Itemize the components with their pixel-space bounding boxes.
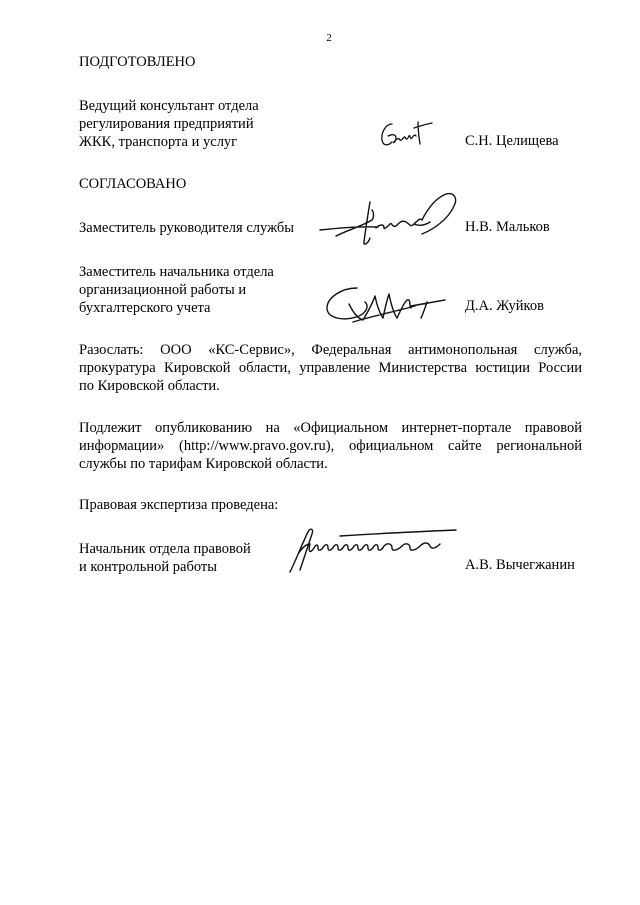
distribution-line: по Кировской области.	[79, 378, 220, 394]
signature-vychegzhanin	[280, 524, 460, 576]
legal-review-position-line: и контрольной работы	[79, 559, 217, 575]
legal-review-position-line: Начальник отдела правовой	[79, 541, 251, 557]
publication-line: Подлежит опубликованию на «Официальном интернет-портале правовой	[79, 420, 582, 436]
agreed-position-line: бухгалтерского учета	[79, 300, 211, 316]
agreed-position-line: организационной работы и	[79, 282, 247, 298]
legal-review-name: А.В. Вычегжанин	[465, 557, 575, 573]
distribution-paragraph	[79, 341, 582, 395]
agreed-position-line: Заместитель начальника отдела	[79, 264, 274, 280]
distribution-line: прокуратура Кировской области, управление Министерства юстиции России	[79, 360, 582, 376]
prepared-heading: ПОДГОТОВЛЕНО	[79, 54, 196, 70]
agreed-position-line: Заместитель руководителя службы	[79, 220, 295, 236]
agreed-name-1: Н.В. Мальков	[465, 219, 550, 235]
agreed-name-2: Д.А. Жуйков	[465, 298, 544, 314]
distribution-line: Разослать: ООО «КС-Сервис», Федеральная антимонопольная служба,	[79, 342, 582, 358]
publication-line: информации» (http://www.pravo.gov.ru), официальном сайте региональной	[79, 438, 582, 454]
legal-review-position	[79, 540, 251, 576]
agreed-position-2	[79, 263, 274, 317]
signature-malkov	[318, 190, 468, 250]
prepared-position	[79, 97, 259, 151]
signature-zhuykov	[323, 282, 448, 326]
page-number: 2	[326, 32, 332, 44]
agreed-position-1	[79, 219, 294, 237]
signature-tselishcheva	[378, 118, 434, 154]
prepared-position-line: Ведущий консультант отдела	[79, 98, 259, 114]
prepared-position-line: ЖКК, транспорта и услуг	[79, 134, 238, 150]
agreed-heading: СОГЛАСОВАНО	[79, 176, 187, 192]
legal-review-heading: Правовая экспертиза проведена:	[79, 497, 279, 513]
prepared-position-line: регулирования предприятий	[79, 116, 254, 132]
prepared-name: С.Н. Целищева	[465, 133, 559, 149]
publication-paragraph	[79, 419, 582, 473]
publication-line: службы по тарифам Кировской области.	[79, 456, 328, 472]
